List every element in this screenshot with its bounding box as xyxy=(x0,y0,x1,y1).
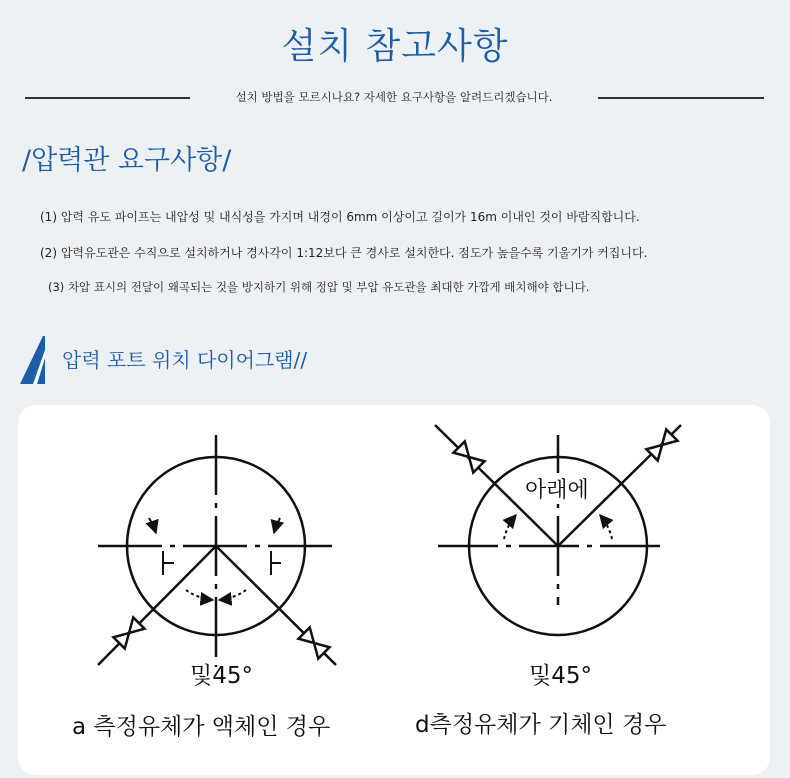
requirement-item-2: (2) 압력유도관은 수직으로 설치하거나 경사각이 1:12보다 큰 경사로 설치한다. 점도가 높을수록 기울기가 커집니다. xyxy=(40,246,648,260)
requirement-item-1: (1) 압력 유도 파이프는 내압성 및 내식성을 가지며 내경이 6mm 이상이고 길이가 16m 이내인 것이 바람직합니다. xyxy=(40,210,640,224)
page-title: 설치 참고사항 xyxy=(281,26,509,67)
subtitle-text: 설치 방법을 모르시나요? 자세한 요구사항을 알려드리겠습니다. xyxy=(235,90,553,104)
subtitle-rule-left xyxy=(25,97,190,99)
gas-caption: d측정유체가 기체인 경우 xyxy=(415,712,667,738)
gas-inner-label: 아래에 xyxy=(523,473,591,504)
diagram-heading xyxy=(20,336,420,386)
requirements-heading: /압력관 요구사항/ xyxy=(22,145,232,176)
gas-angle-label: 및45° xyxy=(529,663,592,689)
diagram-card xyxy=(18,405,770,775)
liquid-case-diagram xyxy=(98,435,336,667)
subtitle-row xyxy=(0,88,790,108)
subtitle-rule-right xyxy=(598,97,764,99)
requirement-item-3: (3) 차압 표시의 전달이 왜곡되는 것을 방지하기 위해 정압 및 부압 유도관을 최대한 가깝게 배치해야 합니다. xyxy=(48,280,590,294)
liquid-angle-label: 및45° xyxy=(190,663,253,689)
liquid-caption: a 측정유체가 액체인 경우 xyxy=(72,714,331,740)
slanted-stripes-icon xyxy=(20,336,50,386)
gas-case-diagram xyxy=(435,425,681,635)
diagram-heading-text: 압력 포트 위치 다이어그램// xyxy=(62,348,308,372)
